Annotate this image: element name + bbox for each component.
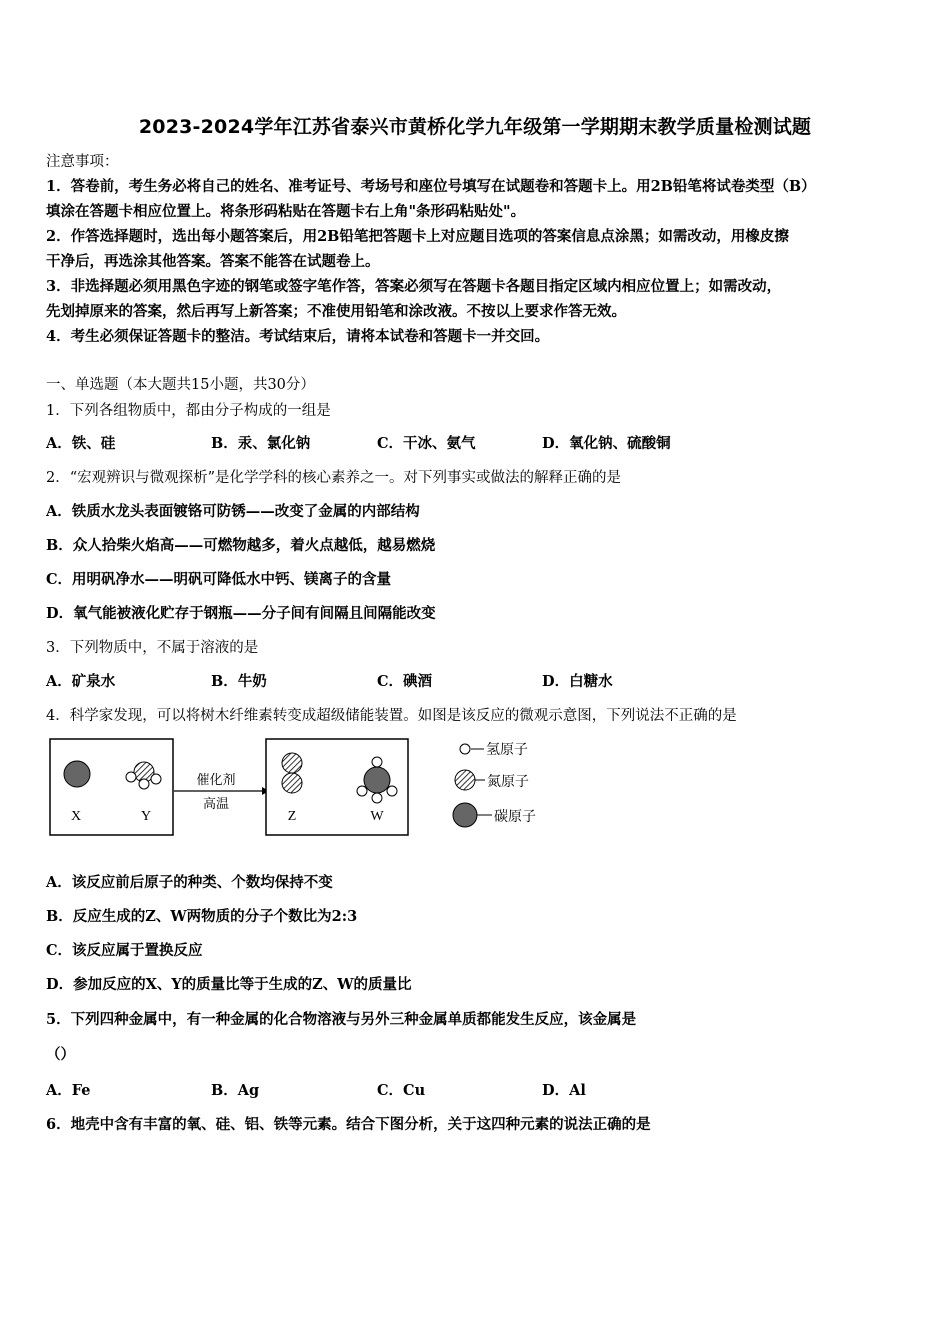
q4-option-b[interactable]: B．反应生成的Z、W两物质的分子个数比为2:3	[46, 908, 358, 925]
hydrogen-atom	[387, 786, 397, 796]
notice-line: 3．非选择题必须用黑色字迹的钢笔或签字笔作答，答案必须写在答题卡各题目指定区域内相应位置上；如需改动，	[46, 278, 782, 295]
q2-option-b[interactable]: B．众人拾柴火焰高——可燃物越多，着火点越低，越易燃烧	[46, 537, 436, 554]
q2-option-c[interactable]: C．用明矾净水——明矾可降低水中钙、镁离子的含量	[46, 571, 392, 588]
notice-heading: 注意事项：	[46, 154, 119, 170]
question-1-stem: 1．下列各组物质中，都由分子构成的一组是	[46, 403, 331, 419]
hydrogen-atom	[139, 779, 149, 789]
q1-option-d[interactable]: D．氧化钠、硫酸铜	[542, 435, 671, 452]
hydrogen-atom	[357, 786, 367, 796]
hydrogen-atom	[151, 774, 161, 784]
legend-nitrogen: 氮原子	[487, 774, 529, 790]
hydrogen-atom	[372, 757, 382, 767]
q3-option-d[interactable]: D．白糖水	[542, 673, 613, 690]
notice-line: 干净后，再选涂其他答案。答案不能答在试题卷上。	[46, 253, 380, 270]
carbon-atom	[64, 761, 90, 787]
reaction-diagram	[40, 732, 580, 844]
q4-option-a[interactable]: A．该反应前后原子的种类、个数均保持不变	[46, 874, 333, 891]
q4-option-d[interactable]: D．参加反应的X、Y的质量比等于生成的Z、W的质量比	[46, 976, 412, 993]
arrow-condition: 高温	[202, 797, 230, 812]
q1-option-a[interactable]: A．铁、硅	[46, 435, 116, 452]
legend-carbon: 碳原子	[494, 809, 536, 825]
q5-answer-blank: （）	[46, 1046, 75, 1063]
q1-option-b[interactable]: B．汞、氯化钠	[211, 435, 311, 452]
hydrogen-atom	[372, 793, 382, 803]
q3-option-a[interactable]: A．矿泉水	[46, 673, 116, 690]
legend-nitrogen-icon	[455, 770, 475, 790]
notice-line: 填涂在答题卡相应位置上。将条形码粘贴在答题卡右上角"条形码粘贴处"。	[46, 203, 526, 220]
q5-option-a[interactable]: A．Fe	[46, 1082, 91, 1099]
question-6-stem: 6．地壳中含有丰富的氧、硅、铝、铁等元素。结合下图分析，关于这四种元素的说法正确的是	[46, 1116, 651, 1133]
legend-hydrogen: 氢原子	[486, 742, 528, 758]
q5-option-b[interactable]: B．Ag	[211, 1082, 260, 1099]
question-5-stem: 5．下列四种金属中，有一种金属的化合物溶液与另外三种金属单质都能发生反应，该金属是	[46, 1011, 637, 1028]
label-w: W	[370, 809, 384, 824]
page-title: 2023-2024学年江苏省泰兴市黄桥化学九年级第一学期期末教学质量检测试题	[138, 116, 812, 138]
q2-option-a[interactable]: A．铁质水龙头表面镀铬可防锈——改变了金属的内部结构	[46, 503, 420, 520]
label-z: Z	[287, 809, 297, 824]
hydrogen-atom	[126, 772, 136, 782]
notice-line: 1．答卷前，考生务必将自己的姓名、准考证号、考场号和座位号填写在试题卷和答题卡上。用2B铅笔将试卷类型（B）	[46, 178, 816, 195]
question-2-stem: 2．“宏观辨识与微观探析”是化学学科的核心素养之一。对下列事实或做法的解释正确的是	[46, 470, 622, 486]
question-4-stem: 4．科学家发现，可以将树木纤维素转变成超级储能装置。如图是该反应的微观示意图，下列说法不正确的是	[46, 708, 737, 724]
q2-option-d[interactable]: D．氧气能被液化贮存于钢瓶——分子间有间隔且间隔能改变	[46, 605, 436, 622]
nitrogen-atom	[282, 753, 302, 773]
carbon-atom	[364, 767, 390, 793]
notice-line: 2．作答选择题时，选出每小题答案后，用2B铅笔把答题卡上对应题目选项的答案信息点涂黑；如需改动，用橡皮擦	[46, 228, 789, 245]
legend-hydrogen-icon	[460, 744, 470, 754]
notice-line: 4．考生必须保证答题卡的整洁。考试结束后，请将本试卷和答题卡一并交回。	[46, 328, 550, 345]
notice-line: 先划掉原来的答案，然后再写上新答案；不准使用铅笔和涂改液。不按以上要求作答无效。	[46, 303, 626, 320]
legend-carbon-icon	[453, 803, 477, 827]
q4-option-c[interactable]: C．该反应属于置换反应	[46, 942, 203, 959]
q5-option-c[interactable]: C．Cu	[377, 1082, 426, 1099]
reactants-box	[50, 739, 173, 835]
q5-option-d[interactable]: D．Al	[542, 1082, 586, 1099]
q1-option-c[interactable]: C．干冰、氨气	[377, 435, 476, 452]
question-3-stem: 3．下列物质中，不属于溶液的是	[46, 640, 259, 656]
q3-option-b[interactable]: B．牛奶	[211, 673, 267, 690]
label-x: X	[70, 809, 82, 824]
arrow-catalyst: 催化剂	[196, 773, 236, 788]
nitrogen-atom	[282, 773, 302, 793]
q3-option-c[interactable]: C．碘酒	[377, 673, 433, 690]
section-heading: 一、单选题（本大题共15小题，共30分）	[46, 377, 315, 393]
label-y: Y	[140, 809, 152, 824]
